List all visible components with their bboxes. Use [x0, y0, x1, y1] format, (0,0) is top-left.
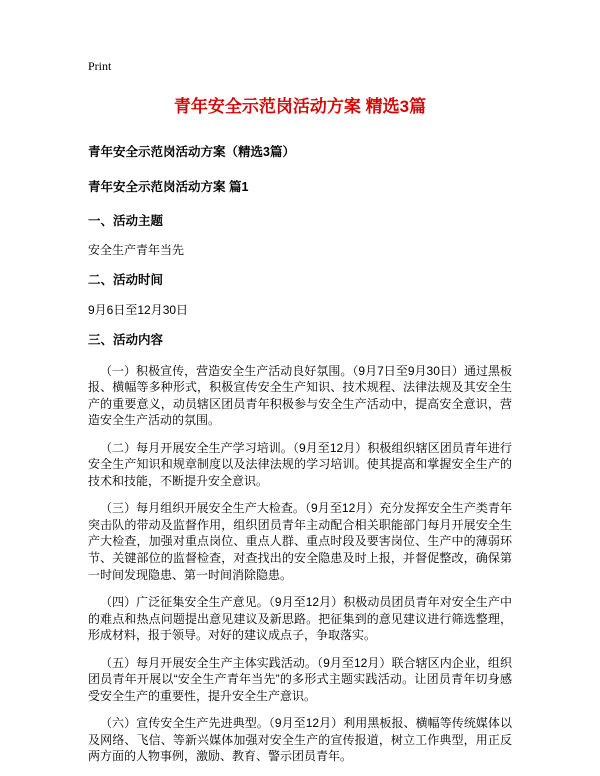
section-heading-time: 二、活动时间	[88, 273, 164, 288]
article-title: 青年安全示范岗活动方案 篇1	[88, 180, 249, 195]
content-paragraph-3: （三）每月组织开展安全生产大检查。（9月至12月）充分发挥安全生产类青年突击队的带动及监督作用，组织团员青年主动配合相关职能部门每月开展安全生产大检查，加强对重点岗位、重点人群、重点时段及要害岗位、生产中的薄弱环节、关键部位的监督检查，对查找出的安全隐患及时上报，并督促整改，确保第一时间发现隐患、第一时间消除隐患。	[88, 501, 512, 582]
section-text-theme: 安全生产青年当先	[88, 242, 185, 257]
section-text-time: 9月6日至12月30日	[88, 302, 189, 317]
section-heading-theme: 一、活动主题	[88, 213, 164, 228]
content-paragraph-1: （一）积极宣传，营造安全生产活动良好氛围。（9月7日至9月30日）通过黑板报、横幅等多种形式，积极宣传安全生产知识、技术规程、法律法规及其安全生产的重要意义，动员辖区团员青年积极参与安全生产活动中，提高安全意识，营造安全生产活动的氛围。	[88, 363, 512, 428]
content-paragraph-5: （五）每月开展安全生产主体实践活动。（9月至12月）联合辖区内企业，组织团员青年开展以“安全生产青年当先”的多形式主题实践活动。让团员青年切身感受安全生产的重要性，提升安全生产意识。	[88, 655, 512, 703]
print-button[interactable]: Print	[88, 59, 112, 73]
content-paragraph-2: （二）每月开展安全生产学习培训。（9月至12月）积极组织辖区团员青年进行安全生产知识和规章制度以及法律法规的学习培训。使其提高和掌握安全生产的技术和技能，不断提升安全意识。	[88, 440, 512, 488]
document-title: 青年安全示范岗活动方案 精选3篇	[173, 97, 427, 116]
section-heading-content: 三、活动内容	[88, 333, 164, 348]
document-subtitle: 青年安全示范岗活动方案（精选3篇）	[88, 145, 295, 160]
content-paragraph-6: （六）宣传安全生产先进典型。（9月至12月）利用黑板报、横幅等传统媒体以及网络、飞信、等新兴媒体加强对安全生产的宣传报道，树立工作典型，用正反两方面的人物事例，激励、教育、警示团员青年。	[88, 716, 512, 764]
content-paragraph-4: （四）广泛征集安全生产意见。（9月至12月）积极动员团员青年对安全生产中的难点和热点问题提出意见建议及新思路。把征集到的意见建议进行筛选整理，形成材料，报于领导。对好的建议成点子，争取落实。	[88, 595, 512, 643]
